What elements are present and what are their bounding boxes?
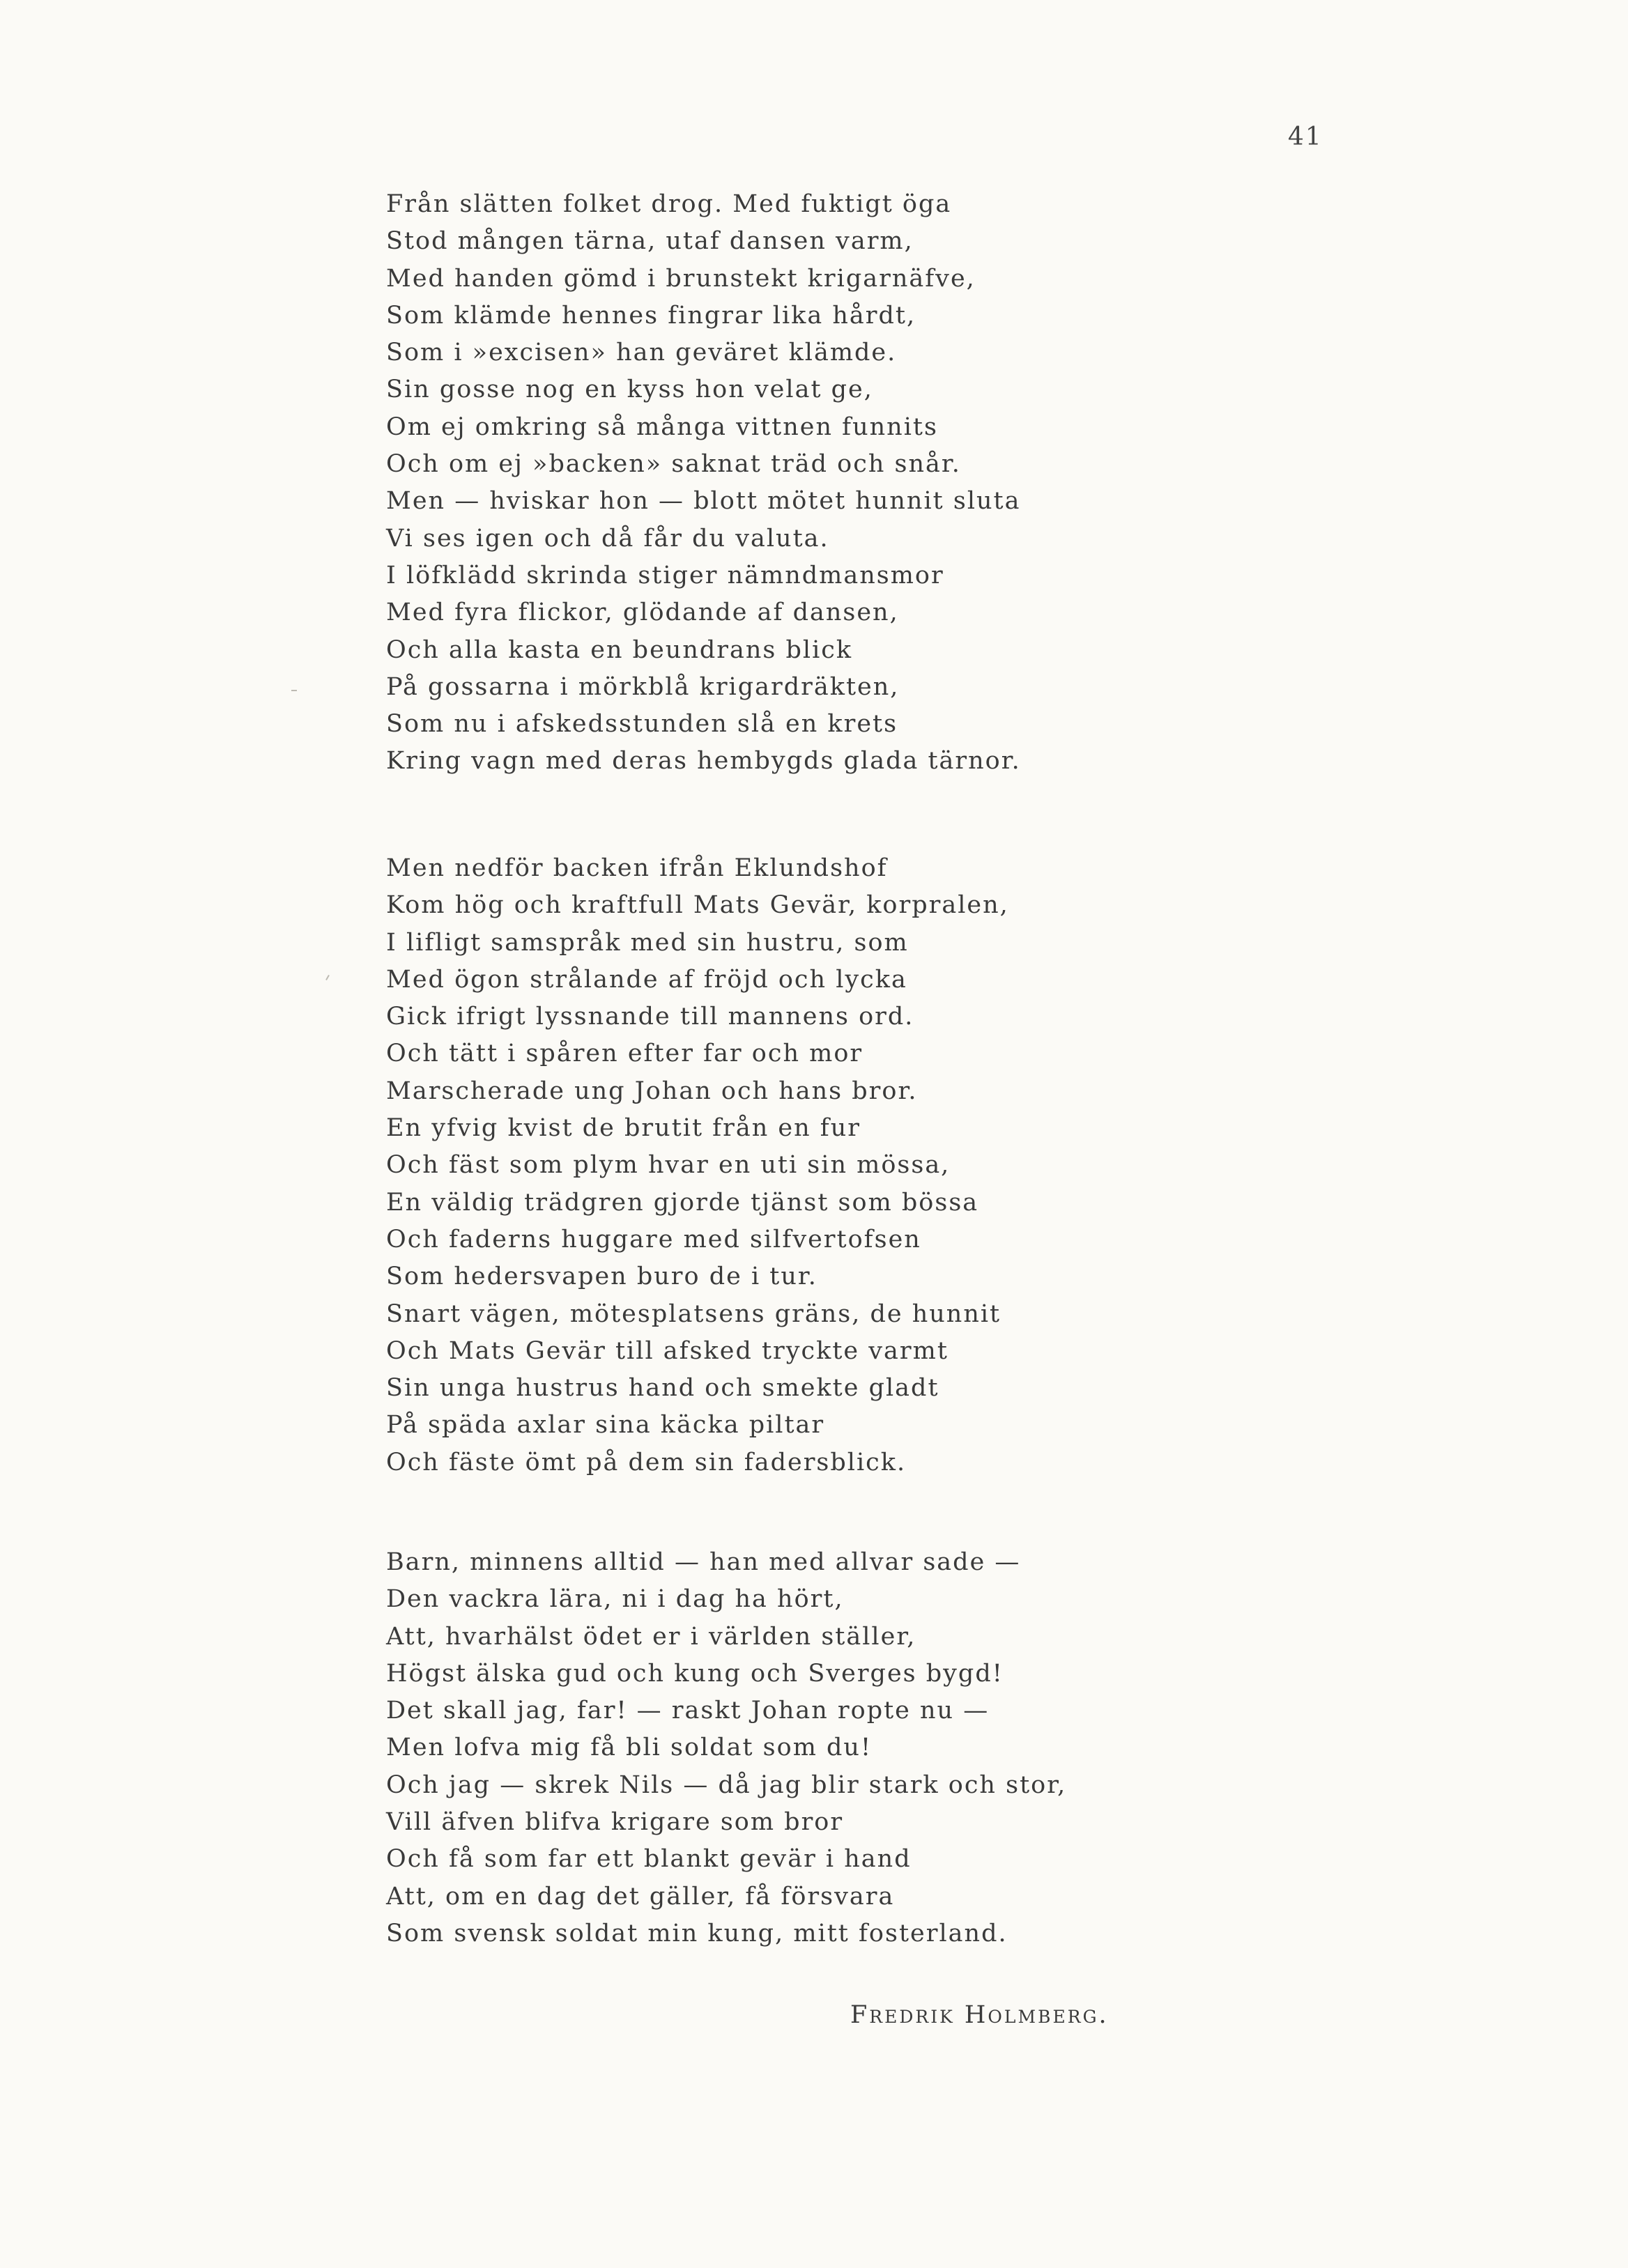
poem-line: Om ej omkring så många vittnen funnits — [386, 412, 938, 441]
poem-line: Sin gosse nog en kyss hon velat ge, — [386, 376, 873, 404]
poem-line: Och tätt i spåren efter far och mor — [386, 1040, 863, 1068]
poem-line: Som hedersvapen buro de i tur. — [386, 1263, 817, 1291]
poem-line: Kom hög och kraftfull Mats Gevär, korpralen, — [386, 891, 1009, 920]
poem-line: Att, hvarhälst ödet er i världen ställer, — [386, 1622, 916, 1651]
poem-line: Och alla kasta en beundrans blick — [386, 635, 853, 664]
paper-speck — [325, 975, 330, 980]
poem-line: Och fäst som plym hvar en uti sin mössa, — [386, 1151, 951, 1180]
poem-line: Vi ses igen och då får du valuta. — [386, 524, 829, 553]
author-signature: Fredrik Holmberg. — [850, 2001, 1109, 2029]
poem-line: Högst älska gud och kung och Sverges bygd! — [386, 1659, 1004, 1688]
page-number: 41 — [1288, 123, 1323, 151]
poem-line: En väldig trädgren gjorde tjänst som bössa — [386, 1188, 979, 1217]
poem-line: Och få som far ett blankt gevär i hand — [386, 1845, 912, 1874]
poem-line: Det skall jag, far! — raskt Johan ropte nu — — [386, 1697, 990, 1725]
poem-stanza-1 — [386, 186, 1153, 780]
poem-line: Och faderns huggare med silfvertofsen — [386, 1225, 921, 1253]
poem-line: I lifligt samspråk med sin hustru, som — [386, 928, 909, 957]
poem-line: Som i »excisen» han geväret klämde. — [386, 339, 897, 367]
poem-line: I löfklädd skrinda stiger nämndmansmor — [386, 561, 944, 589]
poem-line: Som klämde hennes fingrar lika hårdt, — [386, 301, 916, 330]
poem-line: Snart vägen, mötesplatsens gräns, de hunnit — [386, 1299, 1001, 1328]
poem-stanza-2 — [386, 850, 1153, 1481]
poem-line: Som svensk soldat min kung, mitt fosterland. — [386, 1919, 1008, 1947]
poem-line: Den vackra lära, ni i dag ha hört, — [386, 1585, 844, 1614]
poem-line: Och om ej »backen» saknat träd och snår. — [386, 450, 961, 479]
poem-line: Med handen gömd i brunstekt krigarnäfve, — [386, 264, 976, 293]
poem-line: Stod mången tärna, utaf dansen varm, — [386, 227, 914, 256]
poem-line: Sin unga hustrus hand och smekte gladt — [386, 1374, 939, 1403]
poem-line: Och fäste ömt på dem sin fadersblick. — [386, 1448, 907, 1476]
poem-line: Att, om en dag det gäller, få försvara — [386, 1882, 895, 1911]
poem-line: Och Mats Gevär till afsked tryckte varmt — [386, 1336, 949, 1365]
poem-stanza-3 — [386, 1544, 1153, 1952]
poem-line: Som nu i afskedsstunden slå en krets — [386, 710, 898, 739]
poem-line: Kring vagn med deras hembygds glada tärnor. — [386, 747, 1021, 776]
poem-line: Men — hviskar hon — blott mötet hunnit sluta — [386, 487, 1021, 516]
poem-line: Från slätten folket drog. Med fuktigt öga — [386, 190, 952, 218]
poem-line: Med fyra flickor, glödande af dansen, — [386, 599, 899, 627]
poem-line: Med ögon strålande af fröjd och lycka — [386, 965, 907, 994]
poem-line: En yfvig kvist de brutit från en fur — [386, 1114, 861, 1143]
poem-line: Och jag — skrek Nils — då jag blir stark och stor, — [386, 1771, 1067, 1799]
poem-line: På gossarna i mörkblå krigardräkten, — [386, 672, 900, 701]
poem-line: Gick ifrigt lyssnande till mannens ord. — [386, 1003, 914, 1031]
poem-line: Men nedför backen ifrån Eklundshof — [386, 854, 888, 882]
poem-line: Men lofva mig få bli soldat som du! — [386, 1734, 873, 1762]
poem-line: Marscherade ung Johan och hans bror. — [386, 1077, 918, 1105]
poem-line: På späda axlar sina käcka piltar — [386, 1411, 825, 1440]
poem-line: Barn, minnens alltid — han med allvar sade — — [386, 1548, 1021, 1576]
poem-line: Vill äfven blifva krigare som bror — [386, 1808, 844, 1837]
paper-speck — [291, 690, 297, 691]
